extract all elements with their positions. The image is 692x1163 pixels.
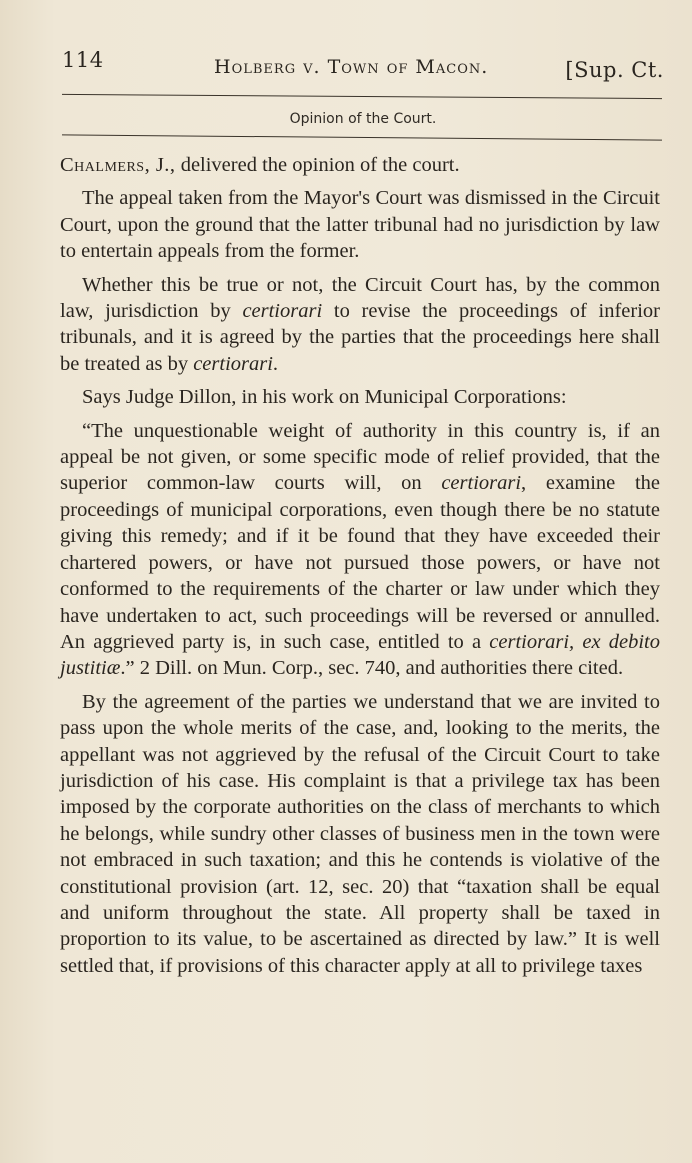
paragraph-3-italic-1: certiorari — [242, 300, 323, 323]
running-head — [62, 48, 664, 88]
justice-name: Chalmers, J., — [60, 154, 176, 176]
paragraph-4: Says Judge Dillon, in his work on Municipal Corporations: — [82, 386, 567, 409]
court-label: [Sup. Ct. — [565, 58, 664, 82]
paragraph-3-c: . — [272, 352, 279, 375]
case-title: Holberg v. Town of Macon. — [214, 56, 489, 78]
paragraph-3-a: Whether this be true or not, the Circuit Court has, by the common law, jurisdiction by — [60, 273, 660, 323]
paragraph-5-a: “The unquestionable weight of authority in this country is, if an appeal be not given, or some specific mode of relief provided, that the superior common-law courts will, on — [60, 419, 660, 495]
paragraph-3-italic-2: certiorari — [193, 352, 273, 375]
section-label: Opinion of the Court. — [289, 111, 437, 127]
paragraph-5-b: , examine the proceedings of municipal corporations, even though there be no statute giving this remedy; and if it be found that they have exceeded their chartered powers, or have not pursued those powers, or have not conformed to the requirements of the charter or law under which they have undertaken to act, such proceedings will be reversed or annulled. An aggrieved party is, in such case, entitled to a — [60, 472, 660, 653]
page-number: 114 — [62, 48, 104, 72]
paragraph-3 — [60, 272, 660, 378]
paragraph-5-italic-2: certiorari, ex debito justitiæ — [60, 630, 660, 680]
header-rule-top — [62, 94, 662, 99]
paragraph-1 — [60, 152, 660, 178]
paragraph-5-c: .” 2 Dill. on Mun. Corp., sec. 740, and authorities there cited. — [120, 657, 624, 680]
paragraph-5-italic-1: certiorari — [441, 472, 522, 495]
paragraph-3-b: to revise the proceedings of inferior tribunals, and it is agreed by the parties that the proceedings here shall be treated as by — [60, 300, 660, 375]
paragraph-6: By the agreement of the parties we understand that we are invited to pass upon the whole merits of the case, and, looking to the merits, the appellant was not aggrieved by the refusal of the Circuit Court to take jurisdiction of his case. His complaint is that a privilege tax has been imposed by the corporate authorities on the class of merchants to which he belongs, while sundry other classes of business men in the town were not embraced in such taxation; and this he contends is violative of the constitutional provision (art. 12, sec. 20) that “taxation shall be equal and uniform throughout the state. All property shall be taxed in proportion to its value, to be ascertained as directed by law.” It is well settled that, if provisions of this character apply at all to privilege taxes — [60, 690, 660, 977]
header-rule-bottom — [62, 134, 662, 140]
opinion-text — [60, 152, 660, 986]
paragraph-1-text: delivered the opinion of the court. — [175, 154, 460, 176]
paragraph-5-quote — [60, 418, 660, 682]
paragraph-2: The appeal taken from the Mayor's Court was dismissed in the Circuit Court, upon the ground that the latter tribunal had no jurisdiction by law to entertain appeals from the former. — [60, 187, 660, 263]
